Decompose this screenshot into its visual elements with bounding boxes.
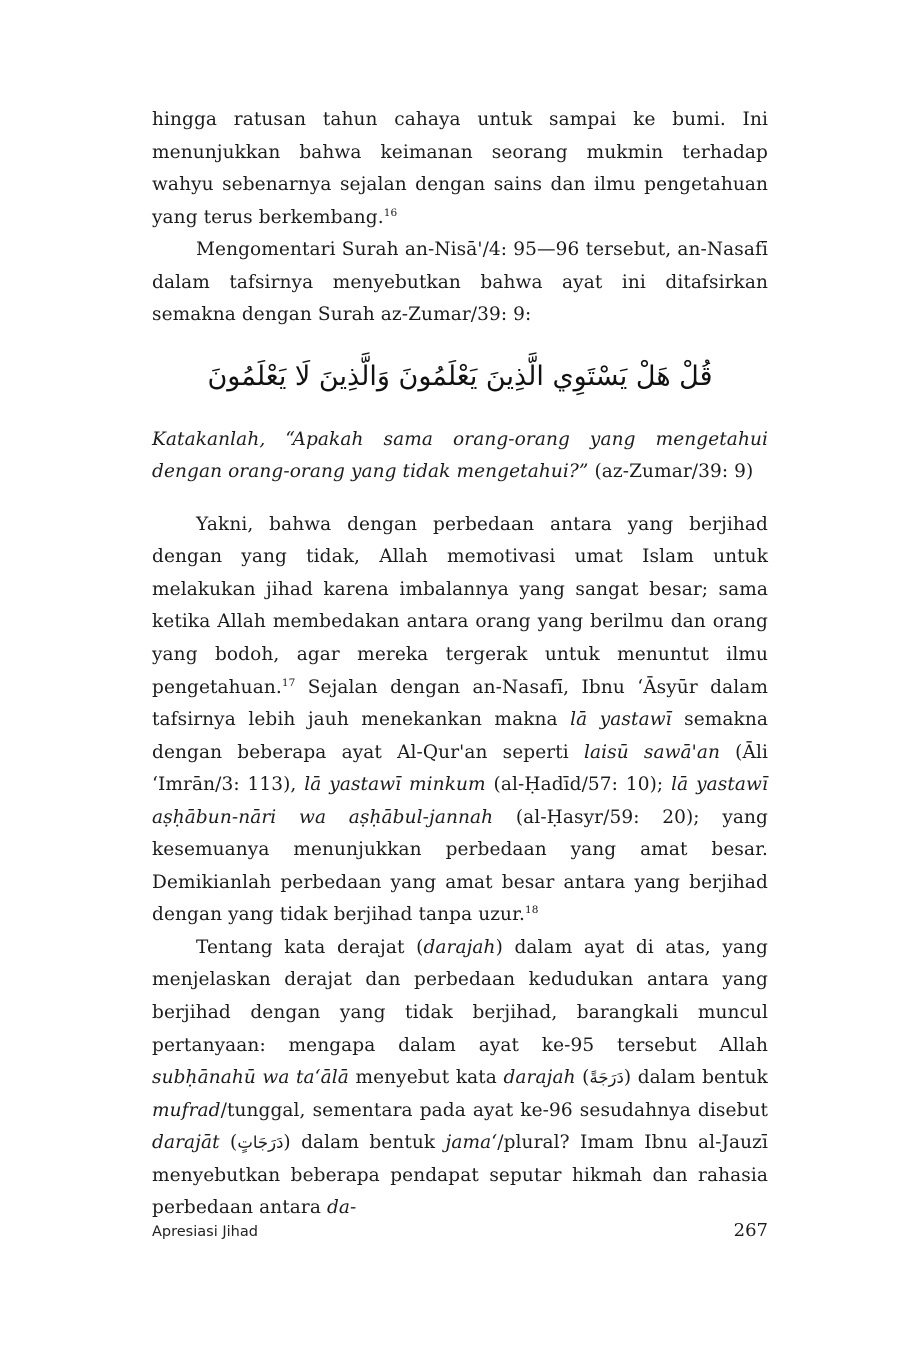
page-number: 267: [733, 1220, 768, 1241]
footnote-marker: 17: [281, 676, 296, 689]
text-blocks: [152, 104, 768, 1225]
inline-arabic-word: دَرَجَةً: [589, 1068, 624, 1088]
paragraph-continuation: hingga ratusan tahun cahaya untuk sampai ke bumi. Ini menunjukkan bahwa keimanan seorang mukmin terhadap wahyu sebenarnya sejalan dengan sains dan ilmu pengetahuan yang terus berkembang.$^{16}$: [152, 109, 768, 228]
inline-arabic-word: دَرَجَاتٍ: [237, 1133, 284, 1153]
paragraph-commentary-intro: Mengomentari Surah an-Nisā'/4: 95—96 tersebut, an-Nasafī dalam tafsirnya menyebutkan bahwa ayat ini ditafsirkan semakna dengan Surah az-Zumar/39: 9:: [152, 239, 768, 326]
footnote-marker: 16: [383, 206, 398, 219]
arabic-verse: قُلْ هَلْ يَسْتَوِي الَّذِينَ يَعْلَمُونَ وَالَّذِينَ لَا يَعْلَمُونَ: [207, 360, 713, 392]
running-title: Apresiasi Jihad: [152, 1224, 258, 1240]
paragraph-yakni: Yakni, bahwa dengan perbedaan antara yang berjihad dengan yang tidak, Allah memotivasi umat Islam untuk melakukan jihad karena imbalannya yang sangat besar; sama ketika Allah membedakan antara orang yang berilmu dan orang yang bodoh, agar mereka tergerak untuk menuntut ilmu pengetahuan.$^{17}$ Sejalan dengan an-Nasafī, Ibnu ‘Āsyūr dalam tafsirnya lebih jauh menekankan makna lā yastawī semakna dengan beberapa ayat Al-Qur'an seperti laisū sawā'an (Āli ‘Imrān/3: 113), lā yastawī minkum (al-Ḥadīd/57: 10); lā yastawī aṣḥābun-nāri wa aṣḥābul-jannah (al-Ḥasyr/59: 20); yang kesemuanya menunjukkan perbedaan yang amat besar. Demikianlah perbedaan yang amat besar antara yang berjihad dengan yang tidak berjihad tanpa uzur.$^{18}$: [152, 513, 768, 926]
footnote-marker: 18: [524, 904, 539, 917]
paragraph-derajat: Tentang kata derajat (darajah) dalam ayat di atas, yang menjelaskan derajat dan perbedaan kedudukan antara yang berjihad dengan yang tidak berjihad, barangkali muncul pertanyaan: mengapa dalam ayat ke-95 tersebut Allah subḥānahū wa ta‘ālā menyebut kata darajah (دَرَجَةً) dalam bentuk mufrad/tunggal, sementara pada ayat ke-96 sesudahnya disebut darajāt (دَرَجَاتٍ) dalam bentuk jama‘/plural? Imam Ibnu al-Jauzī menyebutkan beberapa pendapat seputar hikmah dan rahasia perbedaan antara da-: [152, 936, 768, 1219]
verse-translation: Katakanlah, “Apakah sama orang-orang yang mengetahui dengan orang-orang yang tidak mengetahui?” (az-Zumar/39: 9): [152, 428, 768, 483]
page-footer: [152, 1220, 768, 1241]
